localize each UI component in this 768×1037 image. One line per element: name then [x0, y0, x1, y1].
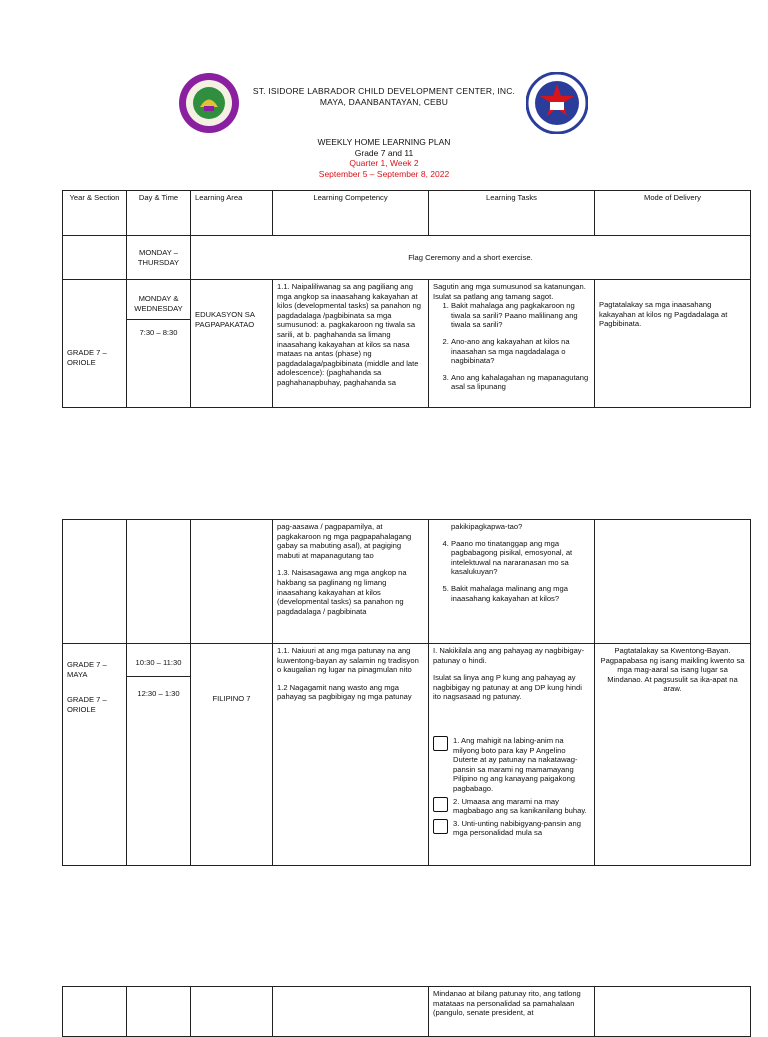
table-cell [63, 236, 127, 280]
day-label: MONDAY & WEDNESDAY [127, 280, 190, 320]
task-list [433, 539, 590, 604]
checklist-item [433, 736, 590, 794]
checklist-text: 3. Unti-unting nabibigyang-pansin ang mga personalidad mula sa [453, 818, 581, 838]
day-time-cell [127, 280, 191, 408]
day-cell: MONDAY – THURSDAY [127, 236, 191, 280]
learning-plan-table-continued [62, 519, 751, 866]
list-item: 4. Paano mo tinatanggap ang mga pagbabagong pisikal, emosyonal, at intelektuwal na nararanasan mo sa kasalukuyan? [451, 539, 590, 577]
learning-area-cell: EDUKASYON SA PAGPAPAKATAO [191, 280, 273, 408]
delivery-cell: Pagtatalakay sa mga inaasahang kakayahan at kilos ng Pagdadalaga at Pagbibinata. [595, 280, 751, 408]
table-cell [595, 520, 751, 644]
competency-cell: 1.1. Naipaliliwanag sa ang pagiliang ang mga angkop sa inaasahang kakayahan at kilos (developmental tasks) sa panahon ng pagdadalaga /pagbibinata sa mga sumusunod: a. pagkakaroon ng tiwala sa sarili, at b. paghahanda sa limang inaasahang kakayahan at kilos sa nasa mataas na antas (phase) ng pagdadalaga/pagbibinata (middle and late adolescence): (paghahanda sa paghahanapbuhay, paghahanda sa [273, 280, 429, 408]
plan-title: WEEKLY HOME LEARNING PLAN [317, 137, 451, 147]
plan-title-block [0, 137, 768, 179]
section-cell [63, 644, 127, 866]
table-cell [191, 520, 273, 644]
section-label: GRADE 7 – MAYA [67, 660, 107, 679]
col-header: Mode of Delivery [595, 191, 751, 236]
delivery-cell: Pagtatalakay sa Kwentong-Bayan. Pagpapabasa ng isang maikling kwento sa mga mag-aaral sa isang lugar sa Mindanao. At pagsusulit sa ika-apat na araw. [595, 644, 751, 866]
list-item: 5. Bakit mahalaga malinang ang mga inaasahang kakayahan at kilos? [451, 584, 590, 603]
task-list [433, 301, 590, 392]
checklist-item [433, 797, 590, 816]
learning-plan-table [62, 190, 751, 408]
table-row [63, 236, 751, 280]
tasks-cell: Mindanao at bilang patunay rito, ang tatlong matataas na personalidad sa pamahalaan (pangulo, senate president, at [429, 987, 595, 1037]
tasks-intro: Sagutin ang mga sumusunod sa katanungan. Isulat sa patlang ang tamang sagot. [433, 282, 586, 301]
table-cell [63, 520, 127, 644]
checklist-text: 1. Ang mahigit na labing-anim na milyong boto para kay P Angelino Duterte at ay patunay na nakatawag-pansin sa marami ng mamamayang Pilipino ng ang kanayang paigakong pagbabago. [453, 735, 578, 793]
table-row [63, 987, 751, 1037]
checklist-text: 2. Umaasa ang marami na may magbabago ang sa kanikanilang buhay. [453, 796, 587, 816]
competency-cell [273, 644, 429, 866]
col-header: Day & Time [127, 191, 191, 236]
col-header: Learning Competency [273, 191, 429, 236]
school-address: MAYA, DAANBANTAYAN, CEBU [319, 97, 449, 107]
date-range: September 5 – September 8, 2022 [318, 168, 450, 179]
tasks-cell [429, 280, 595, 408]
school-header [0, 86, 768, 108]
table-cell [191, 987, 273, 1037]
table-cell [63, 987, 127, 1037]
checklist-item [433, 819, 590, 838]
time-label: 7:30 – 8:30 [139, 328, 178, 338]
answer-checkbox[interactable] [433, 819, 448, 834]
grade-line: Grade 7 and 11 [354, 147, 414, 158]
quarter-line: Quarter 1, Week 2 [349, 158, 419, 168]
day-time-cell [127, 644, 191, 866]
section-label: GRADE 7 – ORIOLE [67, 695, 107, 714]
section-cell: GRADE 7 – ORIOLE [63, 280, 127, 408]
tasks-instruction: Isulat sa linya ang P kung ang pahayag ay nagbibigay ng patunay at ang DP kung hindi ito nagsasaad ng patunay. [433, 673, 582, 702]
col-header: Year & Section [63, 191, 127, 236]
table-header-row [63, 191, 751, 236]
time-label: 10:30 – 11:30 [127, 644, 190, 677]
table-cell [595, 987, 751, 1037]
table-row [63, 520, 751, 644]
tasks-cell [429, 520, 595, 644]
competency-text: 1.2 Nagagamit nang wasto ang mga pahayag sa pagbibigay ng mga patunay [277, 682, 412, 702]
competency-text: 1.1. Naiuuri at ang mga patunay na ang kuwentong-bayan ay salamin ng tradisyon o kaugalian ng lugar na pinagmulan nito [277, 646, 419, 675]
competency-cell [273, 520, 429, 644]
time-label: 12:30 – 1:30 [137, 688, 180, 698]
flag-ceremony-cell: Flag Ceremony and a short exercise. [191, 236, 751, 280]
learning-plan-table-page-3 [62, 986, 751, 1037]
answer-checkbox[interactable] [433, 736, 448, 751]
list-item: 2. Ano-ano ang kakayahan at kilos na inaasahan sa mga nagdadalaga o nagbibinata? [451, 337, 590, 366]
table-cell [127, 987, 191, 1037]
table-cell [273, 987, 429, 1037]
table-row [63, 280, 751, 408]
answer-checkbox[interactable] [433, 797, 448, 812]
table-row [63, 644, 751, 866]
tasks-text: pakikipagkapwa-tao? [451, 522, 523, 531]
tasks-cell [429, 644, 595, 866]
tasks-text: I. Nakikilala ang ang pahayag ay nagbibigay-patunay o hindi. [433, 646, 585, 665]
competency-text: pag-aasawa / pagpapamilya, at pagkakaroon ng mga pagpapahalagang gabay sa mabuting asal), at pagiging mabuti at mapanagutang tao [277, 522, 412, 560]
competency-text: 1.3. Naisasagawa ang mga angkop na hakbang sa paglinang ng limang inaasahang kakayahan at kilos (developmental tasks) sa panahon ng pagdadalaga / pagbibinata [277, 568, 407, 616]
col-header: Learning Tasks [429, 191, 595, 236]
list-item: 1. Bakit mahalaga ang pagkakaroon ng tiwala sa sarili? Paano malilinang ang tiwala sa sarili? [451, 301, 590, 330]
school-name: ST. ISIDORE LABRADOR CHILD DEVELOPMENT CENTER, INC. [252, 86, 516, 96]
table-cell [127, 520, 191, 644]
learning-area-cell: FILIPINO 7 [191, 644, 273, 866]
list-item: 3. Ano ang kahalagahan ng mapanagutang asal sa lipunang [451, 373, 590, 392]
col-header: Learning Area [191, 191, 273, 236]
